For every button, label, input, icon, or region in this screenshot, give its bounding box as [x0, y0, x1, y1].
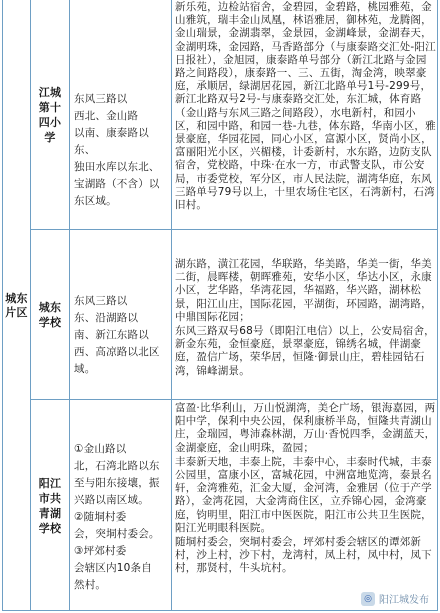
school-name: 江城 第十 四小 学: [38, 85, 62, 144]
school-district-table: [2, 0, 438, 611]
source-watermark: [358, 590, 432, 607]
scope-cell: [74, 424, 170, 594]
column-divider: [171, 0, 172, 610]
communities-text: 富盈·比华利山，万山悦湖湾，美仑广场，银海嘉园，两阳中学，保利中央公园，保利康桥半岛，恒隆共青湖山庄，金瑞园，粤沛森林湖，万山·香悦四季，金湖蓝天，金湖豪庭，金山明珠，盈园；: [175, 402, 436, 454]
communities-text: 丰泰新天地，丰泰上院，丰泰中心，丰泰时代城，丰泰公园里，富康小区，富城花园，中洲富地览湾，泰景名轩，金湾雅苑，汇金大厦，金河湾，金雅居（位于产学路），金湾花园，大金湾商住区，立乔锦心园，金湾豪庭，钧明里，阳江市中医医院，阳江市公共卫生医院，阳江光明眼科医院。: [175, 455, 432, 534]
watermark-text: 阳江城发布: [379, 595, 429, 606]
communities-cell: [175, 1, 437, 212]
scope-text: ①金山路以 北，石湾北路以东 至与阳东接壤，振 兴路以南区域。 ②随垌村委 会，突垌村委会。 ③坪郊村委 会辖区内10条自 然村。: [74, 443, 160, 591]
scope-cell: [74, 74, 170, 210]
scope-text: 东风三路以 东、沿湖路以 南、新江东路以 西、高凉路以北区 域。: [74, 295, 160, 375]
communities-text: 湖东路，潢江花园，华联路，华美路，华美一街，华美二街，晨晖楼，朝晖雅苑，安华小区，华达小区，永康小区，艺华路，华湾花园，华福路，华兴路，湖林松景，阳江山庄，国际花园，平湖街，环园路，湖湾路，中鼎国际花园；: [175, 258, 432, 323]
column-divider: [69, 0, 70, 610]
communities-cell: [175, 258, 437, 378]
scope-cell: [74, 276, 170, 378]
communities-cell: [175, 402, 437, 576]
watermark-logo-icon: ◎: [361, 592, 375, 606]
school-name-cell: [31, 0, 69, 229]
row-divider: [30, 229, 437, 230]
school-name-cell: [31, 400, 69, 611]
communities-text: 东风三路双号68号（即阳江电信）以上，公安局宿舍，新金东苑，金恒豪庭，景翠豪庭，锦绣名城，伴湖豪庭，盈信广场，荣华居，恒隆·御景山庄，碧桂园钻石湾，锦峰湖景。: [175, 325, 435, 377]
district-label: 城东片区: [5, 291, 28, 319]
scope-text: 东风三路以 西北、金山路 以南、康泰路以东、 独田水库以东北、 宝湖路（不含）以 东区域。: [74, 93, 160, 207]
district-cell: [3, 0, 30, 611]
school-name: 城东 学校: [38, 300, 62, 329]
school-name: 阳江 市共 青湖 学校: [38, 476, 62, 535]
communities-text: 新乐苑，边检站宿舍，金碧园，金碧路，桃园雅苑，金山雅筑，瑞丰金山凤凰，林语雅居，御林苑，龙腾阁，金山瑞景，金湖翡翠，金景园，金湖峰景，金湖春天，金湖明珠，金园路，马香路部分（与康泰路交汇处-阳江日报社），金旭园，康泰路单号部分（新江北路与金园路之间路段），康泰路一、三、五街，淘金湾，映翠豪庭，承顺居，绿湖居花园，新江北路单号1号-299号，新江北路双号2号-与康泰路交汇处，东汇城，体育路（金山路与东风三路之间路段），水电新村，和园小区，和园中路，和园一巷-九巷，体东路，华南小区，雅景豪庭，华园花园，同心小区，富源小区，贤尚小区，富丽阳光小区，兴楣楼，计委新村，水东路，边防支队宿舍，党校路，中珠·在水一方，市武警支队，市公安局，市委党校，军分区，市人民法院，湖湾华庭，东风三路单号79号以上，十里农场住宅区，石湾新村，石湾旧村。: [175, 1, 436, 212]
row-divider: [30, 399, 437, 400]
school-name-cell: [31, 230, 69, 399]
communities-text: 随垌村委会，突垌村委会，坪郊村委会辖区的谭郊新村，沙上村，沙下村，龙湾村，凤上村，凤中村，凤下村，那贤村，牛头坑村。: [175, 536, 432, 575]
